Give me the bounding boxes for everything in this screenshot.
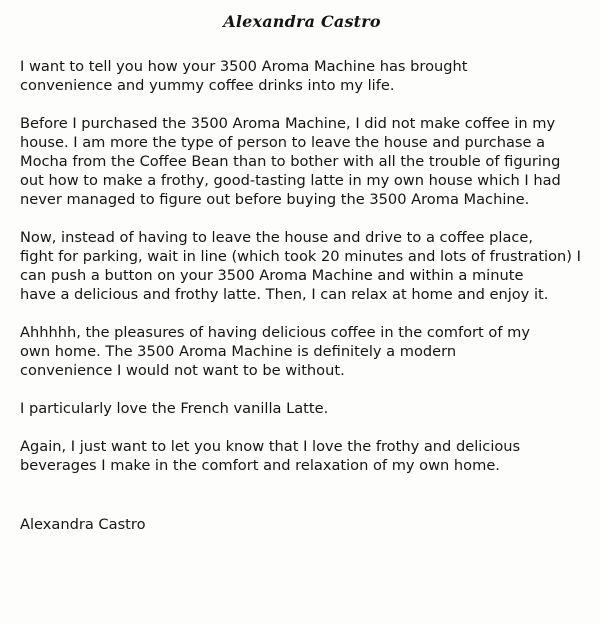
paragraph-1: I want to tell you how your 3500 Aroma Machine has brought convenience and yummy coffee drinks into my life. xyxy=(20,58,468,94)
letter-title: Alexandra Castro xyxy=(223,12,381,31)
letter-body xyxy=(20,57,584,475)
paragraph-3: Now, instead of having to leave the house and drive to a coffee place, fight for parking, wait in line (which took 20 minutes and lots of frustration) I can push a button on your 3500 Aroma Machine and within a minute have a delicious and frothy latte. Then, I can relax at home and enjoy it. xyxy=(20,229,581,303)
signature: Alexandra Castro xyxy=(20,516,146,533)
paragraph-4: Ahhhhh, the pleasures of having delicious coffee in the comfort of my own home. The 3500 Aroma Machine is definitely a modern convenience I would not want to be without. xyxy=(20,324,530,379)
paragraph-6: Again, I just want to let you know that I love the frothy and delicious beverages I make in the comfort and relaxation of my own home. xyxy=(20,438,521,474)
paragraph-5: I particularly love the French vanilla Latte. xyxy=(20,400,329,417)
paragraph-2: Before I purchased the 3500 Aroma Machine, I did not make coffee in my house. I am more the type of person to leave the house and purchase a Mocha from the Coffee Bean than to bother with all the trouble of figuring out how to make a frothy, good-tasting latte in my own house which I had never managed to figure out before buying the 3500 Aroma Machine. xyxy=(20,115,561,208)
